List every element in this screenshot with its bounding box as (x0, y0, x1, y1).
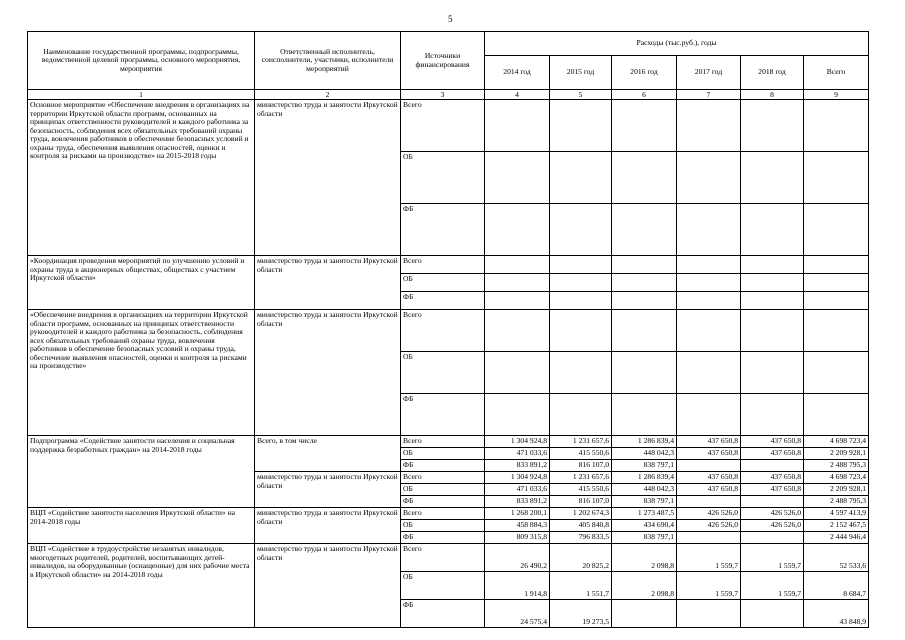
source-label: ФБ (401, 394, 485, 436)
header-source: Источники финансирования (401, 32, 485, 90)
table-row (28, 436, 869, 448)
value-cell: 437 650,8 (741, 448, 804, 460)
section-name: Подпрограмма «Содействие занятости населения и социальная поддержка безработных граждан» на 2014-2018 годы (28, 436, 255, 508)
value-cell: 2 209 928,1 (804, 484, 869, 496)
value-cell: 816 107,0 (550, 496, 612, 508)
section-executor: министерство труда и занятости Иркутской области (255, 256, 401, 310)
column-number: 3 (401, 90, 485, 100)
value-cell: 415 550,6 (550, 448, 612, 460)
section-name: «Координация проведения мероприятий по улучшению условий и охраны труда в акционерных обществах, обществах с участием Иркутской области» (28, 256, 255, 310)
value-cell: 4 698 723,4 (804, 472, 869, 484)
column-numbers-row (28, 90, 869, 100)
value-cell: 2 209 928,1 (804, 448, 869, 460)
source-label: Всего (401, 544, 485, 572)
value-cell: 1 551,7 (550, 572, 612, 600)
value-cell: 816 107,0 (550, 460, 612, 472)
header-name: Наименование государственной программы, подпрограммы, ведомственной целевой программы, основного мероприятия, мероприятия (28, 32, 255, 90)
table-row (28, 508, 869, 520)
source-label: ФБ (401, 532, 485, 544)
value-cell: 1 286 839,4 (612, 472, 677, 484)
value-cell (741, 496, 804, 508)
value-cell: 838 797,1 (612, 532, 677, 544)
page-number: 5 (448, 14, 453, 24)
header-expenses: Расходы (тыс.руб.), годы (485, 32, 869, 56)
value-cell: 426 526,0 (677, 508, 741, 520)
value-cell: 2 488 795,3 (804, 496, 869, 508)
value-cell: 833 891,2 (485, 496, 550, 508)
section-name: ВЦП «Содействие в трудоустройстве незанятых инвалидов, многодетных родителей, родителей, воспитывающих детей-инвалидов, на оборудованные (оснащенные) для них рабочие места в Иркутской области» на 2014-2018 годы (28, 544, 255, 628)
value-cell (741, 532, 804, 544)
value-cell (741, 600, 804, 628)
value-cell: 8 684,7 (804, 572, 869, 600)
value-cell: 1 231 657,6 (550, 436, 612, 448)
value-cell: 437 650,8 (677, 472, 741, 484)
value-cell: 4 698 723,4 (804, 436, 869, 448)
value-cell: 1 559,7 (741, 572, 804, 600)
column-number: 5 (550, 90, 612, 100)
source-label: Всего (401, 472, 485, 484)
value-cell: 838 797,1 (612, 496, 677, 508)
source-label: ФБ (401, 204, 485, 256)
value-cell: 838 797,1 (612, 460, 677, 472)
column-number: 7 (677, 90, 741, 100)
value-cell: 2 152 467,5 (804, 520, 869, 532)
value-cell (677, 496, 741, 508)
section-executor: министерство труда и занятости Иркутской области (255, 472, 401, 508)
value-cell: 2 098,8 (612, 544, 677, 572)
table-row (28, 544, 869, 572)
value-cell: 24 575,4 (485, 600, 550, 628)
value-cell: 1 231 657,6 (550, 472, 612, 484)
value-cell (677, 600, 741, 628)
value-cell: 437 650,8 (741, 484, 804, 496)
source-label: ФБ (401, 460, 485, 472)
source-label: ОБ (401, 152, 485, 204)
value-cell (677, 460, 741, 472)
value-cell: 426 526,0 (741, 508, 804, 520)
column-number: 2 (255, 90, 401, 100)
section-executor: Всего, в том числе (255, 436, 401, 472)
value-cell: 26 490,2 (485, 544, 550, 572)
table-row (28, 100, 869, 152)
value-cell: 437 650,8 (677, 448, 741, 460)
value-cell: 415 550,6 (550, 484, 612, 496)
value-cell: 1 914,8 (485, 572, 550, 600)
source-label: ОБ (401, 274, 485, 292)
value-cell: 2 098,8 (612, 572, 677, 600)
value-cell: 1 304 924,8 (485, 436, 550, 448)
header-year: 2016 год (612, 56, 677, 90)
value-cell: 448 042,3 (612, 448, 677, 460)
header-year: 2017 год (677, 56, 741, 90)
value-cell: 434 690,4 (612, 520, 677, 532)
value-cell: 1 559,7 (741, 544, 804, 572)
source-label: Всего (401, 508, 485, 520)
header-executor: Ответственный исполнитель, соисполнители, участники, исполнители мероприятий (255, 32, 401, 90)
source-label: Всего (401, 256, 485, 274)
value-cell: 1 268 200,1 (485, 508, 550, 520)
source-label: Всего (401, 436, 485, 448)
value-cell: 471 033,6 (485, 448, 550, 460)
source-label: Всего (401, 310, 485, 352)
value-cell: 2 444 946,4 (804, 532, 869, 544)
header-year: 2018 год (741, 56, 804, 90)
value-cell: 471 033,6 (485, 484, 550, 496)
header-year-total: Всего (804, 56, 869, 90)
value-cell: 426 526,0 (741, 520, 804, 532)
value-cell: 4 597 413,9 (804, 508, 869, 520)
source-label: ОБ (401, 520, 485, 532)
source-label: ОБ (401, 484, 485, 496)
value-cell: 458 884,3 (485, 520, 550, 532)
value-cell (612, 600, 677, 628)
value-cell: 437 650,8 (677, 436, 741, 448)
value-cell: 833 891,2 (485, 460, 550, 472)
value-cell: 1 286 839,4 (612, 436, 677, 448)
section-executor: министерство труда и занятости Иркутской области (255, 310, 401, 436)
value-cell: 1 559,7 (677, 544, 741, 572)
value-cell: 448 042,3 (612, 484, 677, 496)
value-cell: 1 559,7 (677, 572, 741, 600)
column-number: 1 (28, 90, 255, 100)
value-cell: 437 650,8 (741, 472, 804, 484)
source-label: ФБ (401, 496, 485, 508)
section-executor: министерство труда и занятости Иркутской области (255, 100, 401, 256)
source-label: ОБ (401, 352, 485, 394)
value-cell: 1 202 674,3 (550, 508, 612, 520)
value-cell: 1 304 924,8 (485, 472, 550, 484)
source-label: ФБ (401, 600, 485, 628)
value-cell: 437 650,8 (677, 484, 741, 496)
value-cell (741, 460, 804, 472)
header-year: 2014 год (485, 56, 550, 90)
column-number: 4 (485, 90, 550, 100)
source-label: ФБ (401, 292, 485, 310)
value-cell: 20 825,2 (550, 544, 612, 572)
column-number: 6 (612, 90, 677, 100)
value-cell: 437 650,8 (741, 436, 804, 448)
section-executor: министерство труда и занятости Иркутской области (255, 544, 401, 628)
value-cell: 1 273 487,5 (612, 508, 677, 520)
value-cell: 405 840,8 (550, 520, 612, 532)
value-cell: 19 273,5 (550, 600, 612, 628)
value-cell: 43 848,9 (804, 600, 869, 628)
source-label: ОБ (401, 448, 485, 460)
value-cell: 426 526,0 (677, 520, 741, 532)
section-name: «Обеспечение внедрения в организациях на территории Иркутской области программ, основанных на принципах ответственности руководителей и каждого работника за безопасность, соблюдения всех обязательных требований охраны труда, вовлечения работников в обеспечение безопасных условий и охраны труда, обеспечение выявления опасностей, оценки и контроля за рисками на производстве» (28, 310, 255, 436)
source-label: ОБ (401, 572, 485, 600)
section-name: ВЦП «Содействие занятости населения Иркутской области» на 2014-2018 годы (28, 508, 255, 544)
value-cell: 52 533,6 (804, 544, 869, 572)
section-executor: министерство труда и занятости Иркутской области (255, 508, 401, 544)
section-name: Основное мероприятие «Обеспечение внедрения в организациях на территории Иркутской области программ, основанных на принципах ответственности руководителей и каждого работника за безопасность, соблюдения всех обязательных требований охраны труда, вовлечения работников в обеспечение безопасных условий и охраны труда, обеспечения выявления опасностей, оценки и контроля за рисками на производстве» на 2015-2018 годы (28, 100, 255, 256)
column-number: 9 (804, 90, 869, 100)
table-row (28, 310, 869, 352)
value-cell: 2 488 795,3 (804, 460, 869, 472)
header-year: 2015 год (550, 56, 612, 90)
expenses-table (27, 31, 869, 628)
value-cell: 796 833,5 (550, 532, 612, 544)
value-cell (677, 532, 741, 544)
source-label: Всего (401, 100, 485, 152)
value-cell: 809 315,8 (485, 532, 550, 544)
column-number: 8 (741, 90, 804, 100)
table-row (28, 256, 869, 274)
